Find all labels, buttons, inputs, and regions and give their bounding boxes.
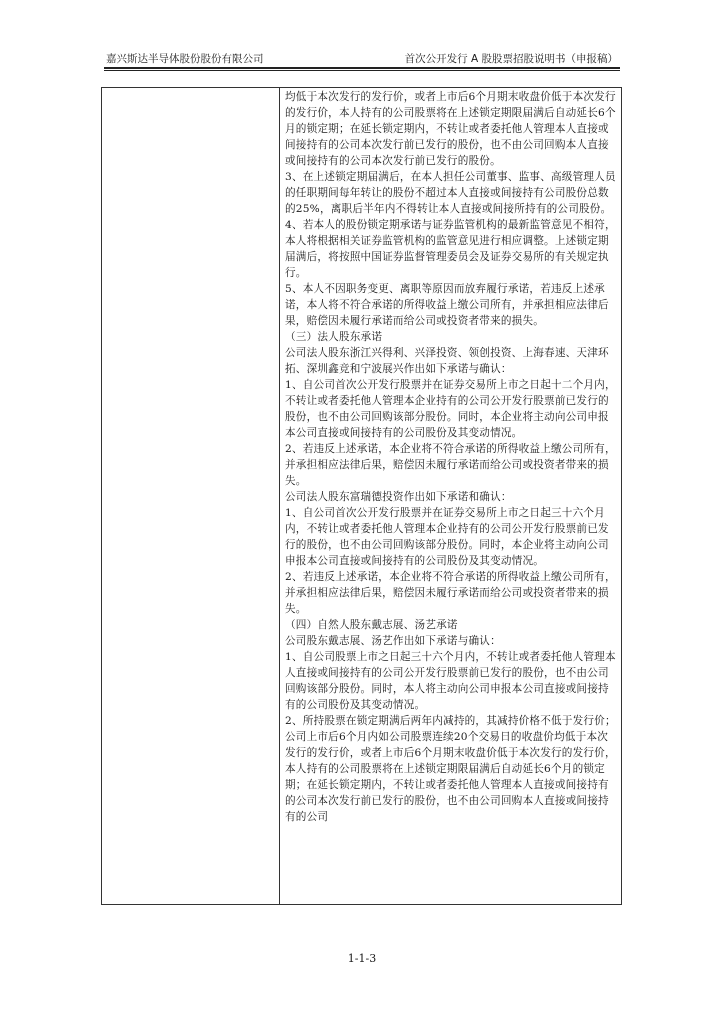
paragraph: 1、自公司股票上市之日起三十六个月内，不转让或者委托他人管理本人直接或间接持有的公司公开发行股票前已发行的股份，也不由公司回购该部分股份。同时，本人将主动向公司申报本公司直接或间接持有的公司股份及其变动情况。 <box>285 651 616 711</box>
paragraph: 1、自公司首次公开发行股票并在证券交易所上市之日起十二个月内，不转让或者委托他人管理本企业持有的公司公开发行股票前已发行的股份，也不由公司回购该部分股份。同时，本企业将主动向公司申报本公司直接或间接持有的公司股份及其变动情况。 <box>285 379 616 439</box>
paragraph: 3、在上述锁定期届满后，在本人担任公司董事、监事、高级管理人员的任职期间每年转让的股份不超过本人直接或间接持有公司股份总数的25%，离职后半年内不得转让本人直接或间接所持有的公司股份。 <box>285 171 616 215</box>
table-column-divider <box>279 87 280 905</box>
page-number: 1-1-3 <box>347 952 377 965</box>
section-heading: （三）法人股东承诺 <box>285 331 383 343</box>
section-heading: （四）自然人股东戴志展、汤艺承诺 <box>285 619 458 631</box>
page-header <box>106 49 618 65</box>
header-document-title: 首次公开发行 A 股股票招股说明书（申报稿） <box>404 53 618 65</box>
paragraph: 4、若本人的股份锁定期承诺与证券监管机构的最新监管意见不相符，本人将根据相关证券监管机构的监管意见进行相应调整。上述锁定期届满后，将按照中国证券监督管理委员会及证券交易所的有关规定执行。 <box>285 219 616 279</box>
paragraph: 2、所持股票在锁定期满后两年内减持的，其减持价格不低于发行价；公司上市后6个月内如公司股票连续20个交易日的收盘价均低于本次发行的发行价，或者上市后6个月期末收盘价低于本次发行的发行价，本人持有的公司股票将在上述锁定期限届满后自动延长6个月的锁定期；在延长锁定期内，不转让或者委托他人管理本人直接或间接持有的公司本次发行前已发行的股份，也不由公司回购本人直接或间接持有的公司 <box>285 715 616 823</box>
paragraph: 公司法人股东富瑞德投资作出如下承诺和确认： <box>285 491 512 503</box>
table-content-cell <box>285 89 618 903</box>
paragraph: 5、本人不因职务变更、离职等原因而放弃履行承诺，若违反上述承诺，本人将不符合承诺的所得收益上缴公司所有，并承担相应法律后果，赔偿因未履行承诺而给公司或投资者带来的损失。 <box>285 283 609 327</box>
paragraph: 2、若违反上述承诺，本企业将不符合承诺的所得收益上缴公司所有，并承担相应法律后果，赔偿因未履行承诺而给公司或投资者带来的损失。 <box>285 443 616 487</box>
header-rule-thin <box>104 70 620 71</box>
paragraph: 2、若违反上述承诺，本企业将不符合承诺的所得收益上缴公司所有，并承担相应法律后果，赔偿因未履行承诺而给公司或投资者带来的损失。 <box>285 571 616 615</box>
paragraph: 均低于本次发行的发行价，或者上市后6个月期末收盘价低于本次发行的发行价，本人持有的公司股票将在上述锁定期限届满后自动延长6个月的锁定期；在延长锁定期内，不转让或者委托他人管理本人直接或间接持有的公司本次发行前已发行的股份，也不由公司回购本人直接或间接持有的公司本次发行前已发行的股份。 <box>285 91 616 167</box>
paragraph: 公司股东戴志展、汤艺作出如下承诺与确认： <box>285 635 501 647</box>
paragraph: 公司法人股东浙江兴得利、兴泽投资、领创投资、上海春速、天津环拓、深圳鑫竞和宁波展兴作出如下承诺与确认： <box>285 347 609 375</box>
header-rule-thick <box>104 67 620 69</box>
paragraph: 1、自公司首次公开发行股票并在证券交易所上市之日起三十六个月内，不转让或者委托他人管理本企业持有的公司公开发行股票前已发行的股份，也不由公司回购该部分股份。同时，本企业将主动向公司申报本公司直接或间接持有的公司股份及其变动情况。 <box>285 507 609 567</box>
header-company-name: 嘉兴斯达半导体股份股份有限公司 <box>106 53 264 65</box>
